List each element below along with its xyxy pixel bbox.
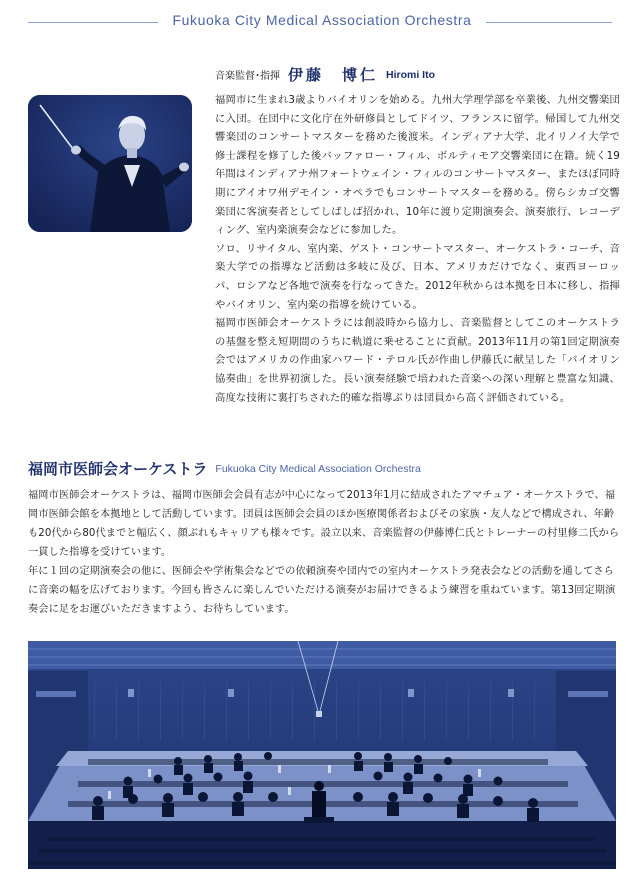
conductor-heading xyxy=(215,64,435,86)
orchestra-paragraph: 年に１回の定期演奏会の他に、医師会や学術集会などでの依頼演奏や団内での室内オーケストラ発表会などの活動を通してさらに音楽の幅を広げております。今回も皆さんに楽しんでいただける演奏がお届けできるよう練習を重ねています。第13回定期演奏会に足をお運びいただきますよう、お待ちしています。 xyxy=(28,566,616,615)
orchestra-heading xyxy=(28,458,421,479)
header-rule-left xyxy=(28,22,158,23)
conductor-bio xyxy=(215,91,620,407)
conductor-name-jp: 伊藤 博仁 xyxy=(288,66,379,84)
header-title: Fukuoka City Medical Association Orchestra xyxy=(172,12,472,28)
orchestra-description xyxy=(28,486,620,619)
conductor-role: 音楽監督･指揮 xyxy=(215,71,280,82)
conductor-bio-paragraph: ソロ、リサイタル、室内楽、ゲスト・コンサートマスター、オーケストラ・コーチ、音楽大学での指導など活動は多岐に及び、日本、アメリカだけでなく、東西ヨーロッパ、ロシアなど各地で演奏を行なってきた。2012年秋からは本拠を日本に移し、指揮やバイオリン、室内楽の指導を続けている。 xyxy=(215,242,620,311)
conductor-photo xyxy=(28,95,192,232)
page-header xyxy=(0,0,640,48)
orchestra-paragraph: 福岡市医師会オーケストラは、福岡市医師会会員有志が中心になって2013年1月に結成されたアマチュア・オーケストラで、福岡市医師会館を本拠地として活動しています。団員は医師会会員のほか医療関係者およびその家族・友人などで構成され、年齢も20代から80代までと幅広く、顔ぶれもキャリアも様々です。設立以来、音楽監督の伊藤博仁氏とトレーナーの村里修二氏から一貫した指導を受けています。 xyxy=(28,490,620,558)
conductor-bio-paragraph: 福岡市に生まれ3歳よりバイオリンを始める。九州大学理学部を卒業後、九州交響楽団に入団。在団中に文化庁在外研修員としてドイツ、フランスに留学。帰国して九州交響楽団のコンサートマスターを務めた後渡米。インディアナ大学、北イリノイ大学で修士課程を修了した後バッファロー・フィル、ボルティモア交響楽団に在籍。続く19年間はインディアナ州フォートウェイン・フィルのコンサートマスター、またほぼ同時期にアイオワ州デモイン・オペラでもコンサートマスターを務める。傍らシカゴ交響楽団に客演奏者としてしばしば招かれ、10年に渡り定期演奏会、演奏旅行、レコーディング、室内楽演奏会などに参加した。 xyxy=(215,94,620,237)
conductor-name-en: Hiromi Ito xyxy=(386,68,436,81)
orchestra-title-jp: 福岡市医師会オーケストラ xyxy=(28,460,208,478)
conductor-bio-paragraph: 福岡市医師会オーケストラには創設時から協力し、音楽監督としてこのオーケストラの基盤を整え短期間のうちに軌道に乗せることに貢献。2013年11月の第1回定期演奏会ではアメリカの作曲家ハワード・テロル氏が作曲し伊藤氏に献呈した「バイオリン協奏曲」を世界初演した。長い演奏経験で培われた音楽への深い理解と豊富な知識、高度な技術に裏打ちされた的確な指導ぶりは団員から高く評価されている。 xyxy=(215,317,620,404)
orchestra-title-en: Fukuoka City Medical Association Orchestra xyxy=(215,462,421,475)
header-rule-right xyxy=(486,22,612,23)
orchestra-concert-photo xyxy=(28,641,616,869)
